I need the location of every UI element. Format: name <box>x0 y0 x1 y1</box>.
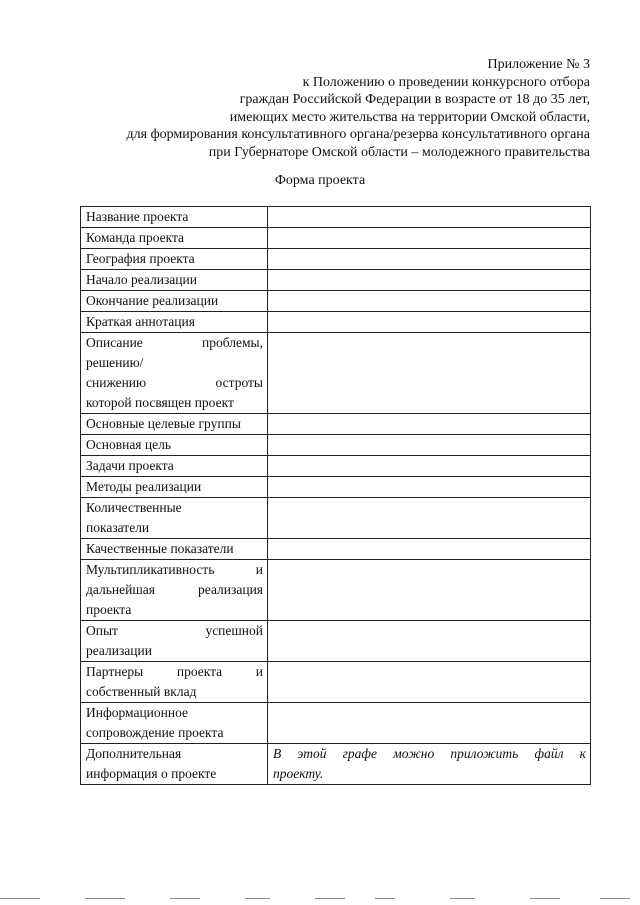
field-label <box>81 291 268 312</box>
field-label <box>81 662 268 703</box>
field-value[interactable] <box>268 270 591 291</box>
field-label-line: Количественные <box>86 500 182 515</box>
field-value-line: В этой графе можно приложить файл к <box>273 746 586 761</box>
form-row <box>81 435 591 456</box>
form-row <box>81 249 591 270</box>
field-value[interactable] <box>268 539 591 560</box>
form-row <box>81 477 591 498</box>
field-label-line: Краткая аннотация <box>86 314 195 329</box>
field-value[interactable] <box>268 414 591 435</box>
field-value[interactable] <box>268 456 591 477</box>
field-label-line: информация о проекте <box>86 766 217 781</box>
field-label-line: которой посвящен проект <box>86 395 234 410</box>
field-value[interactable] <box>268 621 591 662</box>
form-row <box>81 456 591 477</box>
field-label-line: Информационное <box>86 705 189 720</box>
form-row <box>81 539 591 560</box>
header-line: к Положению о проведении конкурсного отбора <box>302 74 590 90</box>
form-row <box>81 414 591 435</box>
field-label-line: реализации <box>86 643 152 658</box>
form-row <box>81 498 591 539</box>
field-label <box>81 249 268 270</box>
field-value[interactable] <box>268 291 591 312</box>
form-row <box>81 291 591 312</box>
header-line: граждан Российской Федерации в возрасте от 18 до 35 лет, <box>239 92 590 108</box>
field-label-line: решению/ <box>86 355 144 370</box>
field-label <box>81 703 268 744</box>
scan-edge-marks <box>0 895 640 899</box>
field-label <box>81 621 268 662</box>
field-value[interactable] <box>268 560 591 621</box>
field-label-line: Дополнительная <box>86 746 182 761</box>
field-label <box>81 333 268 414</box>
field-value[interactable] <box>268 477 591 498</box>
form-row <box>81 207 591 228</box>
field-value[interactable] <box>268 228 591 249</box>
field-value[interactable] <box>268 744 591 785</box>
field-label-line: собственный вклад <box>86 684 197 699</box>
field-value[interactable] <box>268 662 591 703</box>
field-label-line: Команда проекта <box>86 230 185 245</box>
field-label-line: Основная цель <box>86 437 172 452</box>
field-label <box>81 270 268 291</box>
form-row <box>81 270 591 291</box>
field-value[interactable] <box>268 312 591 333</box>
field-label-line: Мультипликативность и <box>86 562 263 577</box>
field-label <box>81 435 268 456</box>
field-value[interactable] <box>268 207 591 228</box>
field-label-line: Партнеры проекта и <box>86 664 263 679</box>
field-label <box>81 228 268 249</box>
field-label-line: Основные целевые группы <box>86 416 241 431</box>
field-label-line: показатели <box>86 520 150 535</box>
form-row <box>81 312 591 333</box>
form-row <box>81 228 591 249</box>
field-value[interactable] <box>268 249 591 270</box>
field-value[interactable] <box>268 333 591 414</box>
field-value[interactable] <box>268 498 591 539</box>
field-label-line: Методы реализации <box>86 479 202 494</box>
field-value[interactable] <box>268 703 591 744</box>
field-label-line: Качественные показатели <box>86 541 234 556</box>
header-line: для формирования консультативного органа/резерва консультативного органа <box>126 127 590 143</box>
field-label <box>81 207 268 228</box>
field-label <box>81 312 268 333</box>
field-label-line: Название проекта <box>86 209 189 224</box>
field-label-line: Описание проблемы, <box>86 335 263 350</box>
field-label <box>81 560 268 621</box>
field-label <box>81 414 268 435</box>
form-row <box>81 703 591 744</box>
field-value[interactable] <box>268 435 591 456</box>
field-label <box>81 744 268 785</box>
field-label-line: Начало реализации <box>86 272 197 287</box>
header-line: при Губернаторе Омской области – молодежного правительства <box>208 144 590 160</box>
field-label <box>81 477 268 498</box>
field-label-line: дальнейшая реализация <box>86 582 263 597</box>
field-label-line: проекта <box>86 602 132 617</box>
field-label-line: География проекта <box>86 251 195 266</box>
form-row <box>81 744 591 785</box>
form-row <box>81 621 591 662</box>
field-label <box>81 456 268 477</box>
form-row <box>81 560 591 621</box>
field-label-line: снижению остроты <box>86 375 263 390</box>
field-label-line: Окончание реализации <box>86 293 219 308</box>
field-label-line: Опыт успешной <box>86 623 263 638</box>
appendix-header <box>30 56 590 162</box>
project-form-table <box>80 206 591 785</box>
field-label-line: сопровождение проекта <box>86 725 224 740</box>
field-value-line: проекту. <box>273 766 324 781</box>
form-row <box>81 333 591 414</box>
header-line: Приложение № 3 <box>487 57 590 72</box>
field-label <box>81 539 268 560</box>
field-label-line: Задачи проекта <box>86 458 174 473</box>
field-label <box>81 498 268 539</box>
form-row <box>81 662 591 703</box>
form-title: Форма проекта <box>274 173 366 188</box>
header-line: имеющих место жительства на территории Омской области, <box>229 109 590 125</box>
